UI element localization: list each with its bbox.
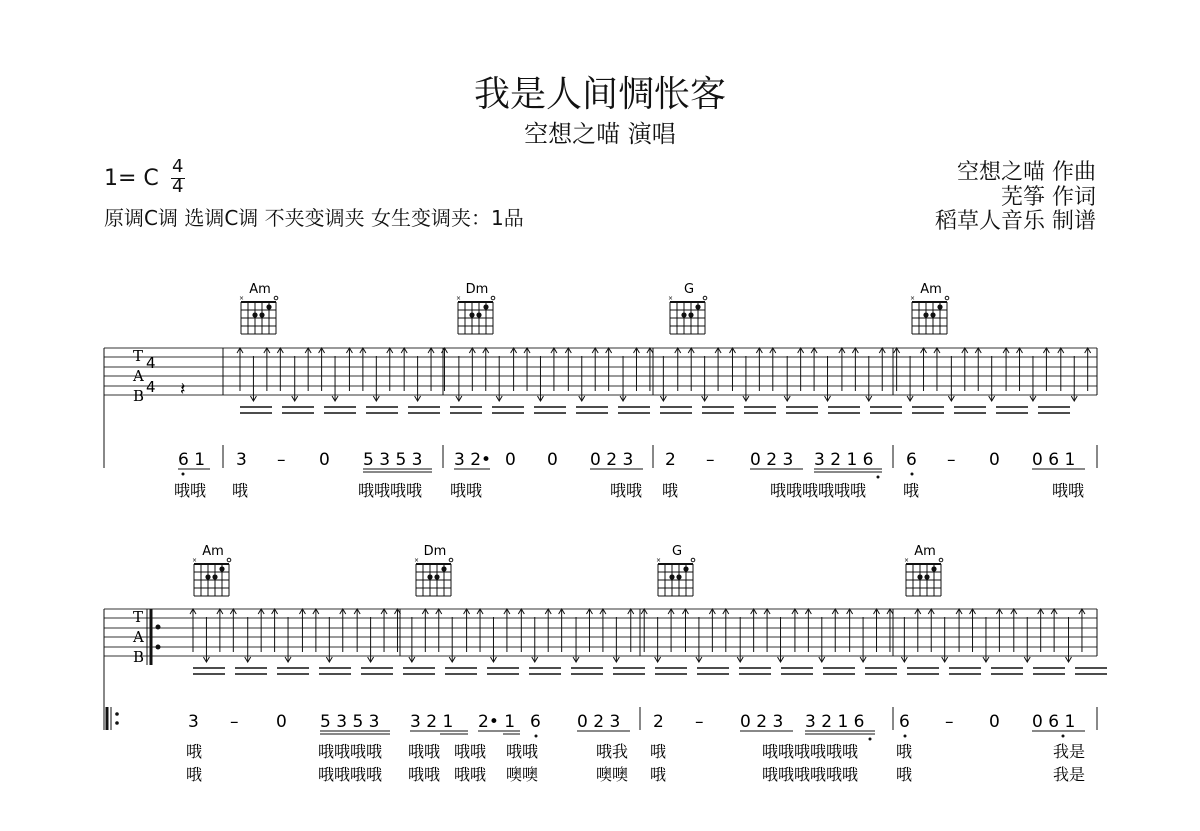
svg-text:×: × [668, 295, 674, 302]
note-group: 0 [547, 450, 558, 470]
note-group: 6 [899, 712, 910, 732]
note-group: – [230, 712, 239, 732]
chord-diagram-g [656, 544, 695, 596]
tab-staff [104, 609, 1097, 656]
system-1 [104, 282, 1097, 500]
lyric: 噢噢 [506, 765, 539, 784]
time-signature-top: 4 [172, 156, 184, 177]
numbered-notation [188, 712, 1085, 741]
strum-pattern [237, 348, 1091, 413]
note-group: 2 [665, 450, 676, 470]
chord-name: Am [920, 282, 942, 297]
lyric: 哦哦 [454, 742, 487, 761]
chord-name: Am [249, 282, 271, 297]
lyric: 哦 [650, 742, 667, 761]
singer-credit: 空想之喵 演唱 [524, 120, 676, 148]
note-group: – [706, 450, 715, 470]
svg-text:×: × [192, 557, 198, 564]
chord-diagram-am [904, 544, 943, 596]
note-group: 3 [188, 712, 199, 732]
note-group: 0 6 1 [1032, 712, 1076, 732]
lyric: 哦哦哦哦哦哦 [762, 742, 859, 761]
chord-diagram-am [239, 282, 278, 334]
tab-letter-a: A [133, 367, 144, 385]
note-group: 0 [505, 450, 516, 470]
note-group: 0 [989, 712, 1000, 732]
note-group: 6 [530, 712, 541, 732]
note-group: 2• 1 [478, 712, 516, 732]
lyricist-credit: 芜筝 作词 [1001, 185, 1096, 210]
chord-diagram-g [668, 282, 707, 334]
lyric: 哦哦哦哦 [358, 481, 423, 500]
chord-name: Dm [465, 282, 489, 297]
note-group: 0 2 3 [740, 712, 784, 732]
note-group: 3 2 1 [410, 712, 454, 732]
lyric: 哦我 [596, 742, 629, 761]
key-capo-info: 原调C调 选调C调 不夹变调夹 女生变调夹：1品 [104, 206, 524, 230]
note-group: – [945, 712, 954, 732]
note-group: – [695, 712, 704, 732]
chord-diagram-dm [414, 544, 453, 596]
tab-time-top: 4 [146, 354, 156, 372]
svg-text:×: × [414, 557, 420, 564]
lyric: 哦哦哦哦哦哦 [770, 481, 867, 500]
note-group: 0 2 3 [750, 450, 794, 470]
svg-text:×: × [910, 295, 916, 302]
lyric: 哦哦 [454, 765, 487, 784]
note-group: 0 6 1 [1032, 450, 1076, 470]
tab-time-bottom: 4 [146, 378, 156, 396]
svg-text:×: × [456, 295, 462, 302]
chord-name: G [671, 544, 683, 559]
note-group: 0 2 3 [577, 712, 621, 732]
note-group: 0 [989, 450, 1000, 470]
lyric: 哦哦 [1052, 481, 1085, 500]
chord-name: Dm [423, 544, 447, 559]
note-group: 3 2 1 6 [814, 450, 874, 470]
tab-letter-b: B [133, 648, 145, 666]
chord-diagram-am [192, 544, 231, 596]
lyric: 我是 [1053, 742, 1086, 761]
lyric: 哦 [232, 481, 249, 500]
svg-text:×: × [239, 295, 245, 302]
tab-letter-b: B [133, 387, 145, 405]
lyric: 哦哦 [174, 481, 207, 500]
key-signature: 1= C [104, 166, 159, 191]
transcriber-credit: 稻草人音乐 制谱 [935, 209, 1096, 234]
note-group: 2 [653, 712, 664, 732]
composer-credit: 空想之喵 作曲 [957, 160, 1096, 185]
lyric: 哦哦 [506, 742, 539, 761]
note-group: 3 [236, 450, 247, 470]
lyrics-line-1 [186, 742, 1085, 761]
chord-diagram-dm [456, 282, 495, 334]
time-signature-bottom: 4 [172, 176, 184, 197]
lyric: 哦哦哦哦哦哦 [762, 765, 859, 784]
lyric: 哦 [903, 481, 920, 500]
lyric: 哦哦哦哦 [318, 742, 383, 761]
note-group: 3 2 1 6 [805, 712, 865, 732]
lyric: 哦 [896, 742, 913, 761]
lyrics-line-2 [186, 765, 1085, 784]
note-group: 5 3 5 3 [320, 712, 380, 732]
lyric: 哦哦 [408, 765, 441, 784]
lyric: 哦哦 [610, 481, 643, 500]
note-group: – [947, 450, 956, 470]
numbered-notation [178, 450, 1085, 479]
lyrics-line [174, 481, 1085, 500]
tab-letter-t: T [133, 347, 144, 365]
note-group: 0 [276, 712, 287, 732]
tab-letter-a: A [133, 628, 144, 646]
svg-text:×: × [904, 557, 910, 564]
lyric: 哦 [186, 742, 203, 761]
note-group: 0 2 3 [590, 450, 634, 470]
lyric: 哦 [896, 765, 913, 784]
lyric: 哦 [662, 481, 679, 500]
note-group: 3 2• [454, 450, 492, 470]
system-2 [104, 544, 1107, 784]
lyric: 哦哦 [408, 742, 441, 761]
note-group: 6 [906, 450, 917, 470]
lyric: 哦哦哦哦 [318, 765, 383, 784]
chord-name: Am [202, 544, 224, 559]
svg-text:×: × [656, 557, 662, 564]
note-group: 6 1 [178, 450, 206, 470]
note-group: 5 3 5 3 [363, 450, 423, 470]
lyric: 哦哦 [450, 481, 483, 500]
lyric: 我是 [1053, 765, 1086, 784]
quarter-rest: 𝄽 [180, 379, 186, 400]
strum-pattern [190, 609, 1107, 674]
tab-letter-t: T [133, 608, 144, 626]
chord-name: G [683, 282, 695, 297]
chord-diagram-am [910, 282, 949, 334]
lyric: 噢噢 [596, 765, 629, 784]
chord-name: Am [914, 544, 936, 559]
lyric: 哦 [186, 765, 203, 784]
lyric: 哦 [650, 765, 667, 784]
song-title: 我是人间惆怅客 [473, 74, 726, 115]
note-group: 0 [319, 450, 330, 470]
note-group: – [277, 450, 286, 470]
